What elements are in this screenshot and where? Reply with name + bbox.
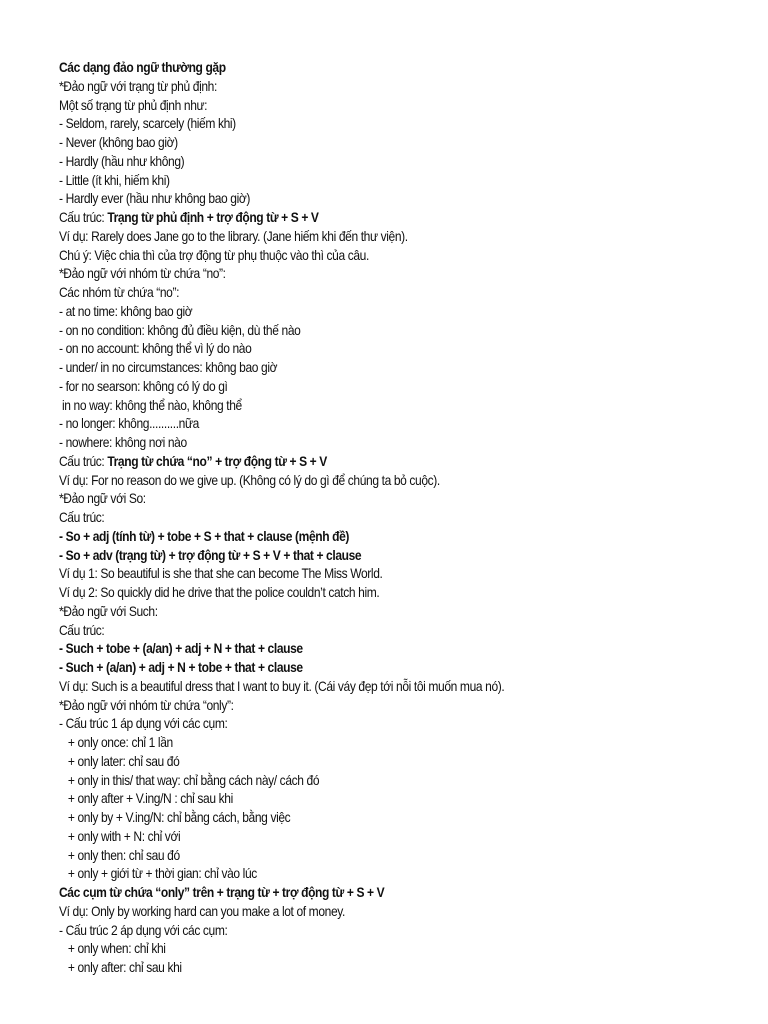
plain-text: - nowhere: không nơi nào [59,434,187,450]
plain-text: - Cấu trúc 2 áp dụng với các cụm: [59,921,228,938]
text-line [59,77,652,96]
text-line [59,771,652,790]
text-line [59,902,652,921]
plain-text: + only then: chỉ sau đó [59,846,180,863]
text-line [59,396,652,415]
plain-text: Ví dụ: Rarely does Jane go to the library. (Jane hiếm khi đến thư viện). [59,227,408,244]
plain-text: - at no time: không bao giờ [59,302,193,319]
text-line [59,227,652,246]
text-line [59,658,652,677]
text-line [59,546,652,565]
plain-text: Ví dụ 1: So beautiful is she that she can become The Miss World. [59,565,383,582]
text-line [59,564,652,583]
plain-text: *Đảo ngữ với nhóm từ chứa “no”: [59,265,226,282]
plain-text: + only after + V.ing/N : chỉ sau khi [59,790,233,807]
text-line [59,846,652,865]
plain-text: Các nhóm từ chứa “no”: [59,284,180,300]
text-line [59,939,652,958]
plain-text: Một số trạng từ phủ định như: [59,96,208,113]
bold-text: - Such + (a/an) + adj + N + tobe + that + clause [59,659,303,675]
text-line [59,639,652,658]
bold-text: - So + adv (trạng từ) + trợ động từ + S + V + that + clause [59,546,362,563]
text-line [59,921,652,940]
plain-text: - Seldom, rarely, scarcely (hiếm khi) [59,115,236,132]
plain-text: - on no condition: không đủ điều kiện, dù thế nào [59,321,301,338]
text-line [59,602,652,621]
plain-text: + only after: chỉ sau khi [59,959,182,975]
plain-text: + only + giới từ + thời gian: chỉ vào lúc [59,865,257,882]
text-line [59,621,652,640]
plain-text: Ví dụ 2: So quickly did he drive that the police couldn’t catch him. [59,584,380,600]
plain-text: - on no account: không thể vì lý do nào [59,340,252,357]
bold-text: Trạng từ chứa “no” + trợ động từ + S + V [107,452,327,469]
text-line [59,752,652,771]
text-line [59,714,652,733]
plain-text: Ví dụ: Such is a beautiful dress that I want to buy it. (Cái váy đẹp tới nỗi tôi muốn mua nó). [59,677,505,694]
plain-text: + only when: chỉ khi [59,940,166,957]
plain-text: + only once: chỉ 1 lần [59,734,173,750]
text-line [59,677,652,696]
plain-text: - Hardly ever (hầu như không bao giờ) [59,190,251,207]
text-line [59,583,652,602]
plain-text: - Cấu trúc 1 áp dụng với các cụm: [59,715,228,732]
plain-text: + only with + N: chỉ với [59,827,181,844]
plain-text: *Đảo ngữ với So: [59,490,146,507]
plain-text: Cấu trúc: [59,621,105,638]
plain-text: *Đảo ngữ với nhóm từ chứa “only”: [59,696,234,713]
text-line [59,171,652,190]
bold-text: - Such + tobe + (a/an) + adj + N + that + clause [59,640,303,657]
document-page [59,58,749,977]
plain-text: - Hardly (hầu như không) [59,152,185,169]
bold-text: Các dạng đảo ngữ thường gặp [59,59,226,75]
bold-text: Các cụm từ chứa “only” trên + trạng từ + trợ động từ + S + V [59,884,385,900]
text-line [59,189,652,208]
plain-text: + only in this/ that way: chỉ bằng cách này/ cách đó [59,771,320,788]
text-line [59,152,652,171]
text-line [59,321,652,340]
text-line [59,414,652,433]
plain-text: Cấu trúc: [59,209,108,225]
text-line [59,864,652,883]
plain-text: Cấu trúc: [59,452,108,469]
text-line [59,283,652,302]
text-line [59,302,652,321]
text-line [59,208,652,227]
plain-text: - under/ in no circumstances: không bao giờ [59,359,278,375]
plain-text: Ví dụ: Only by working hard can you make a lot of money. [59,902,345,919]
plain-text: + only by + V.ing/N: chỉ bằng cách, bằng việc [59,809,291,825]
text-line [59,489,652,508]
text-line [59,508,652,527]
plain-text: - no longer: không..........nữa [59,415,199,432]
text-line [59,246,652,265]
text-line [59,358,652,377]
plain-text: - Little (ít khi, hiếm khi) [59,171,170,188]
text-line [59,339,652,358]
plain-text: Chú ý: Việc chia thì của trợ động từ phụ thuộc vào thì của câu. [59,246,369,263]
plain-text: Cấu trúc: [59,509,105,525]
text-line [59,58,652,77]
plain-text: Ví dụ: For no reason do we give up. (Không có lý do gì để chúng ta bỏ cuộc). [59,471,440,488]
text-line [59,433,652,452]
text-line [59,114,652,133]
plain-text: in no way: không thể nào, không thể [59,396,242,413]
plain-text: *Đảo ngữ với Such: [59,602,158,619]
text-line [59,696,652,715]
text-line [59,733,652,752]
plain-text: - Never (không bao giờ) [59,134,178,150]
text-line [59,471,652,490]
plain-text: + only later: chỉ sau đó [59,752,180,769]
text-line [59,827,652,846]
bold-text: Trạng từ phủ định + trợ động từ + S + V [107,209,319,225]
plain-text: *Đảo ngữ với trạng từ phủ định: [59,77,217,94]
plain-text: - for no searson: không có lý do gì [59,377,228,394]
text-line [59,377,652,396]
text-line [59,789,652,808]
text-line [59,527,652,546]
text-line [59,96,652,115]
text-line [59,958,652,977]
bold-text: - So + adj (tính từ) + tobe + S + that + clause (mệnh đề) [59,527,350,544]
text-line [59,808,652,827]
text-line [59,133,652,152]
text-line [59,452,652,471]
text-line [59,883,652,902]
text-line [59,264,652,283]
